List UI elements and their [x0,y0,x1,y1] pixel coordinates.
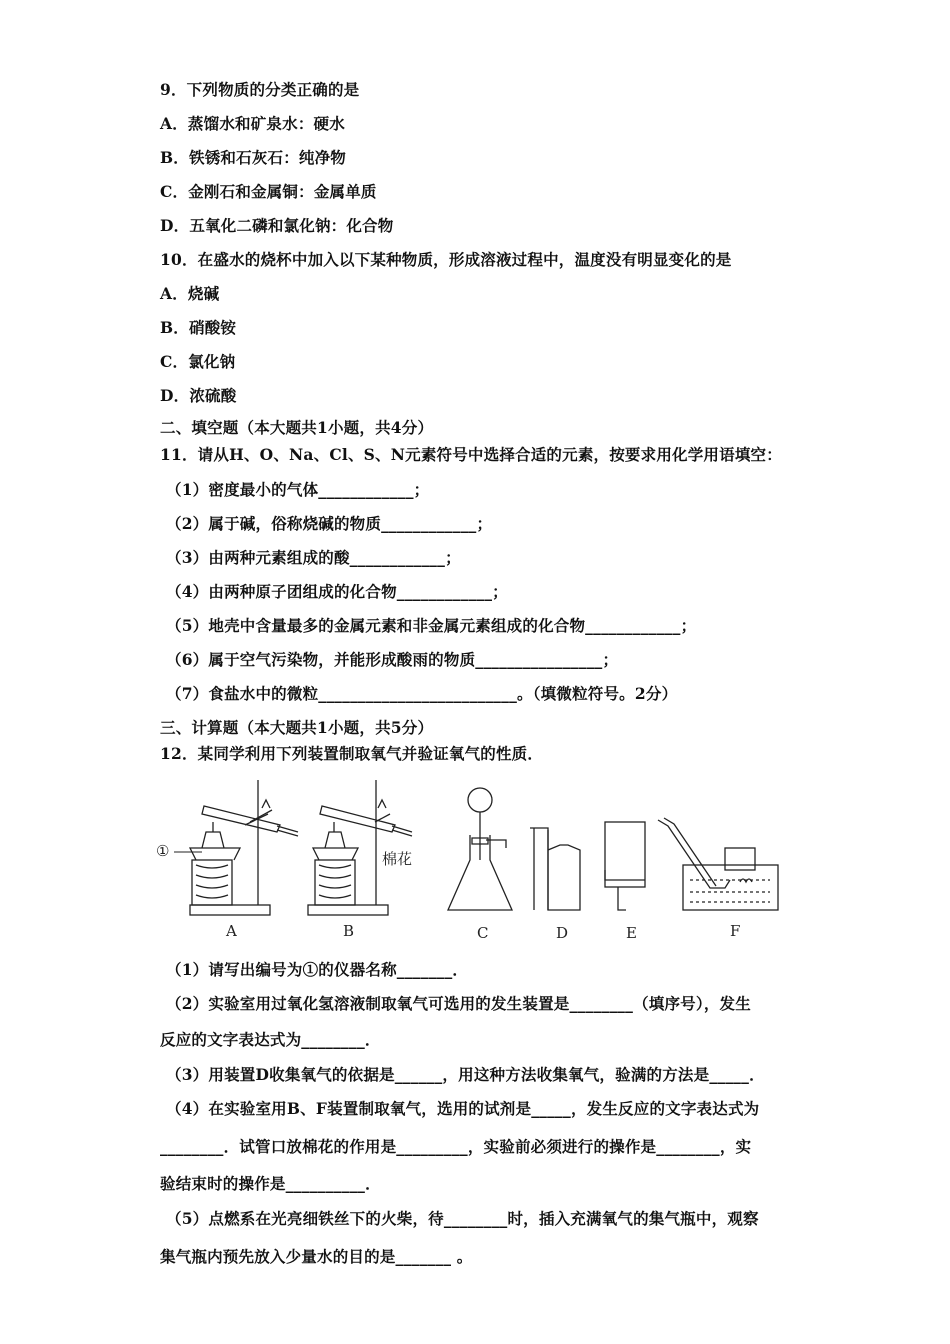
q12-line: ________．试管口放棉花的作用是_________，实验前必须进行的操作是________，实 [160,1137,752,1156]
q9-option-c: C．金刚石和金属铜：金属单质 [160,182,377,201]
apparatus-a [190,780,298,915]
q9-option-d: D．五氧化二磷和氯化钠：化合物 [160,216,394,235]
q9-stem: 9．下列物质的分类正确的是 [160,80,360,99]
q12-line: 集气瓶内预先放入少量水的目的是_______ 。 [160,1247,473,1266]
q12-line: 验结束时的操作是__________． [160,1174,381,1193]
q11-item: （1）密度最小的气体____________； [166,480,430,499]
q12-line: （2）实验室用过氧化氢溶液制取氧气可选用的发生装置是________（填序号），发生 [166,994,751,1013]
apparatus-b [308,780,412,915]
q11-item: （5）地壳中含量最多的金属元素和非金属元素组成的化合物____________； [166,616,697,635]
q12-stem: 12．某同学利用下列装置制取氧气并验证氧气的性质． [160,744,544,763]
label-b: B [343,922,355,940]
q10-option-d: D．浓硫酸 [160,386,237,405]
q11-item: （4）由两种原子团组成的化合物____________； [166,582,508,601]
q11-item: （6）属于空气污染物，并能形成酸雨的物质________________； [166,650,619,669]
q10-stem: 10．在盛水的烧杯中加入以下某种物质，形成溶液过程中，温度没有明显变化的是 [160,250,732,269]
q11-item: （2）属于碱，俗称烧碱的物质____________； [166,514,493,533]
q10-option-b: B．硝酸铵 [160,318,237,337]
apparatus-d [530,828,580,910]
instrument-marker: ① [156,842,170,860]
apparatus-e [605,822,645,910]
label-d: D [556,924,569,942]
q11-stem: 11．请从H、O、Na、Cl、S、N元素符号中选择合适的元素，按要求用化学用语填空： [160,445,782,464]
label-f: F [730,922,741,940]
q9-option-a: A．蒸馏水和矿泉水：硬水 [160,114,345,133]
label-a: A [226,922,237,940]
q12-line: 反应的文字表达式为________． [160,1030,381,1049]
q12-line: （4）在实验室用B、F装置制取氧气，选用的试剂是_____，发生反应的文字表达式为 [166,1099,760,1118]
q10-option-a: A．烧碱 [160,284,220,303]
label-c: C [477,924,489,942]
q12-line: （1）请写出编号为①的仪器名称_______． [166,960,469,979]
section-3-heading: 三、计算题（本大题共1小题，共5分） [160,718,434,737]
section-2-heading: 二、填空题（本大题共1小题，共4分） [160,418,434,437]
q11-item: （3）由两种元素组成的酸____________； [166,548,461,567]
apparatus-c [448,788,512,910]
q9-option-b: B．铁锈和石灰石：纯净物 [160,148,347,167]
apparatus-f [658,818,778,910]
apparatus-figure [150,770,800,945]
cotton-label: 棉花 [382,850,413,868]
q10-option-c: C．氯化钠 [160,352,236,371]
q11-item: （7）食盐水中的微粒_________________________。（填微粒符号。2分） [166,684,678,703]
q12-line: （5）点燃系在光亮细铁丝下的火柴，待________时，插入充满氧气的集气瓶中，观察 [166,1209,759,1228]
q12-line: （3）用装置D收集氧气的依据是______，用这种方法收集氧气，验满的方法是_____． [166,1065,765,1084]
label-e: E [626,924,637,942]
